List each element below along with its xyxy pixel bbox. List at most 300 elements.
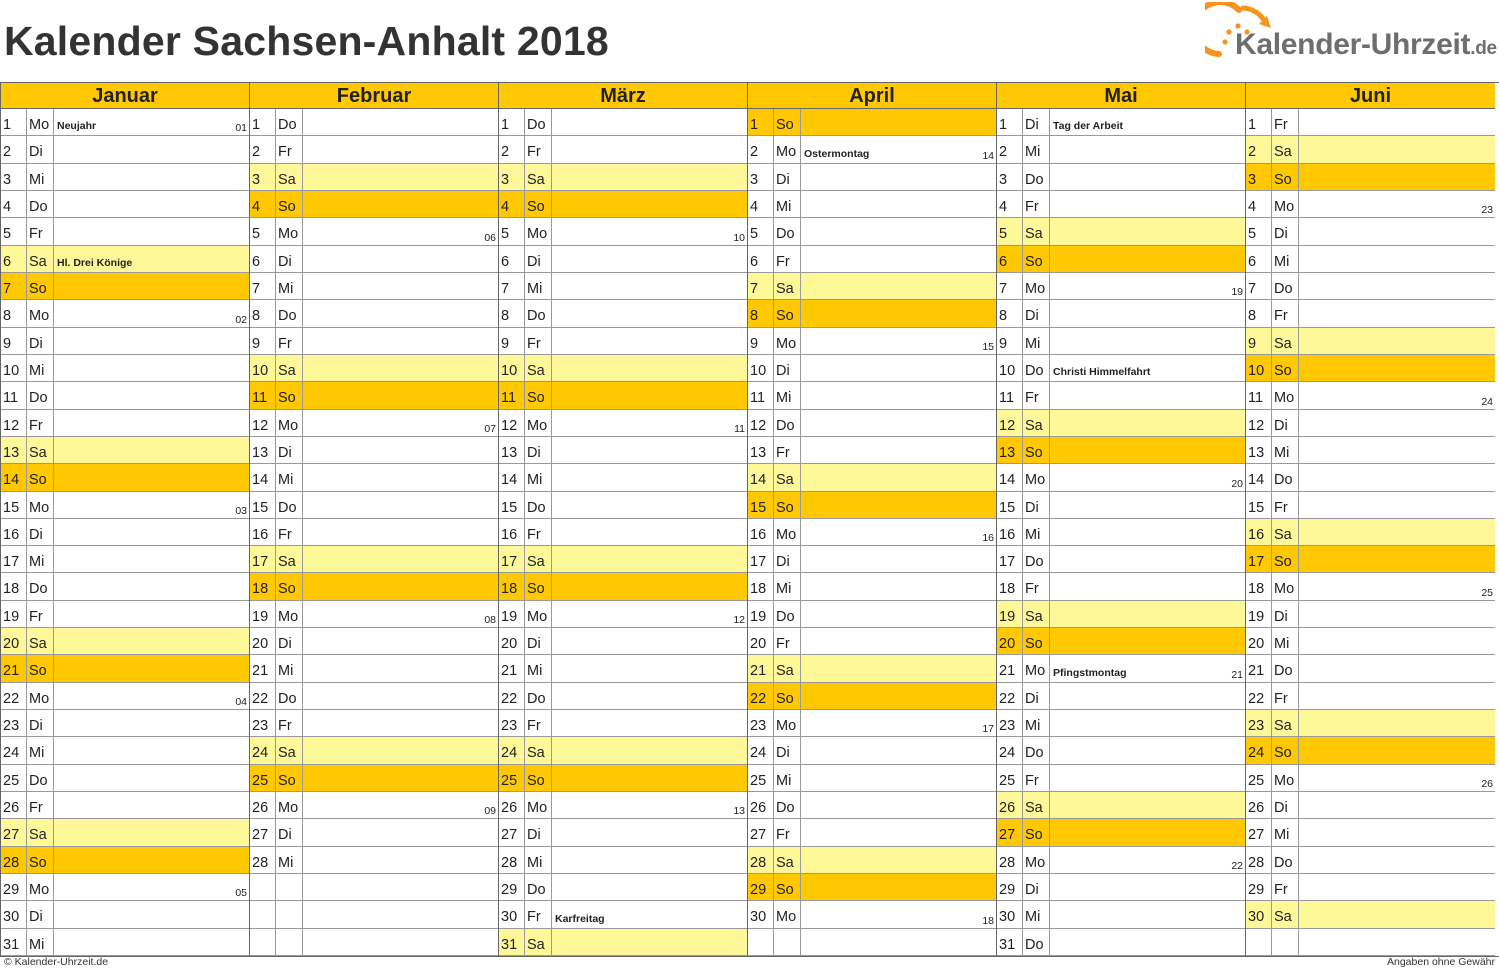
weekday: Fr — [1272, 683, 1299, 709]
day-row — [1, 328, 249, 355]
day-number: 5 — [1246, 218, 1272, 244]
weekday: Mi — [276, 273, 303, 299]
week-number: 05 — [235, 887, 247, 900]
weekday: Mi — [276, 464, 303, 490]
weekday: Do — [1272, 273, 1299, 299]
weekday: Mi — [774, 573, 801, 599]
day-row — [748, 164, 996, 191]
day-row — [1246, 164, 1495, 191]
weekday: Do — [525, 109, 552, 135]
week-number: 08 — [484, 614, 496, 627]
weekday: Mi — [774, 765, 801, 791]
day-number: 21 — [250, 655, 276, 681]
weekday: Mi — [276, 847, 303, 873]
day-number: 14 — [250, 464, 276, 490]
day-row — [748, 437, 996, 464]
day-row — [748, 492, 996, 519]
day-row — [997, 519, 1245, 546]
weekday: Di — [774, 355, 801, 381]
day-number: 15 — [748, 492, 774, 518]
weekday: So — [774, 109, 801, 135]
day-row — [499, 191, 747, 218]
day-number: 29 — [748, 874, 774, 900]
day-number: 29 — [1246, 874, 1272, 900]
day-number: 10 — [1, 355, 27, 381]
day-number: 6 — [250, 246, 276, 272]
day-row — [1, 109, 249, 136]
day-number: 9 — [997, 328, 1023, 354]
day-number: 15 — [1, 492, 27, 518]
weekday: Sa — [774, 273, 801, 299]
day-number: 7 — [997, 273, 1023, 299]
day-row — [997, 273, 1245, 300]
day-row — [748, 246, 996, 273]
weekday: Di — [774, 546, 801, 572]
weekday: Mo — [27, 874, 54, 900]
day-number: 3 — [748, 164, 774, 190]
day-number: 23 — [1246, 710, 1272, 736]
day-row — [997, 464, 1245, 491]
weekday: Fr — [774, 246, 801, 272]
day-row — [1, 601, 249, 628]
day-number: 20 — [1, 628, 27, 654]
day-number: 24 — [997, 737, 1023, 763]
day-number: 2 — [1246, 136, 1272, 162]
day-number: 19 — [1246, 601, 1272, 627]
day-row — [499, 355, 747, 382]
day-number: 1 — [499, 109, 525, 135]
day-number: 26 — [1246, 792, 1272, 818]
day-number: 29 — [499, 874, 525, 900]
day-row — [997, 300, 1245, 327]
day-row — [1, 765, 249, 792]
day-row — [250, 792, 498, 819]
day-row — [499, 519, 747, 546]
day-row — [1246, 328, 1495, 355]
day-row — [499, 410, 747, 437]
day-row — [250, 628, 498, 655]
day-number: 6 — [1246, 246, 1272, 272]
weekday: Di — [27, 901, 54, 927]
weekday: Mo — [276, 218, 303, 244]
day-number: 16 — [1, 519, 27, 545]
day-row — [997, 655, 1245, 682]
day-number: 27 — [997, 819, 1023, 845]
day-number: 28 — [748, 847, 774, 873]
day-number: 22 — [1, 683, 27, 709]
day-number: 23 — [997, 710, 1023, 736]
day-row — [748, 546, 996, 573]
weekday: So — [1272, 737, 1299, 763]
day-number: 15 — [250, 492, 276, 518]
weekday: Mi — [1023, 901, 1050, 927]
week-number: 10 — [733, 231, 745, 244]
day-row — [748, 464, 996, 491]
day-row — [997, 874, 1245, 901]
weekday: Do — [774, 792, 801, 818]
day-row — [1, 437, 249, 464]
day-number: 23 — [748, 710, 774, 736]
day-number: 22 — [1246, 683, 1272, 709]
weekday: Do — [276, 300, 303, 326]
day-row — [997, 218, 1245, 245]
weekday: Sa — [774, 655, 801, 681]
day-row — [997, 628, 1245, 655]
day-row — [1, 929, 249, 956]
day-row — [250, 710, 498, 737]
day-row — [1, 655, 249, 682]
weekday: Fr — [27, 601, 54, 627]
day-number: 10 — [1246, 355, 1272, 381]
month-column — [748, 109, 997, 956]
weekday: Fr — [525, 710, 552, 736]
weekday: So — [276, 765, 303, 791]
day-number: 19 — [250, 601, 276, 627]
day-row — [1, 874, 249, 901]
logo-tld-text: .de — [1470, 38, 1497, 59]
weekday: So — [1023, 246, 1050, 272]
weekday: Fr — [27, 410, 54, 436]
day-number: 28 — [250, 847, 276, 873]
day-row — [250, 273, 498, 300]
day-number: 12 — [499, 410, 525, 436]
weekday: So — [774, 300, 801, 326]
week-number: 19 — [1231, 286, 1243, 299]
day-row — [1246, 109, 1495, 136]
weekday: So — [27, 847, 54, 873]
day-row — [250, 246, 498, 273]
day-number: 12 — [250, 410, 276, 436]
day-number: 12 — [748, 410, 774, 436]
day-row — [1246, 218, 1495, 245]
weekday: So — [774, 492, 801, 518]
weekday: Sa — [525, 164, 552, 190]
day-row — [499, 218, 747, 245]
day-row — [997, 601, 1245, 628]
day-row — [499, 655, 747, 682]
day-number: 29 — [997, 874, 1023, 900]
logo-main-text: Kalender-Uhrzeit — [1235, 28, 1471, 61]
day-number: 17 — [1, 546, 27, 572]
week-number: 04 — [235, 696, 247, 709]
day-row — [499, 382, 747, 409]
weekday: Mi — [774, 191, 801, 217]
day-row — [1, 628, 249, 655]
day-number: 25 — [748, 765, 774, 791]
day-number: 27 — [748, 819, 774, 845]
weekday: Mi — [276, 655, 303, 681]
day-row — [1246, 847, 1495, 874]
day-row — [499, 683, 747, 710]
day-row — [748, 874, 996, 901]
weekday — [276, 929, 303, 955]
day-number: 11 — [997, 382, 1023, 408]
weekday: Mo — [1272, 573, 1299, 599]
weekday: Sa — [27, 437, 54, 463]
day-row — [250, 874, 498, 901]
day-number: 30 — [997, 901, 1023, 927]
day-row — [748, 628, 996, 655]
month-header: März — [499, 83, 748, 109]
day-number: 8 — [499, 300, 525, 326]
weekday: Do — [276, 109, 303, 135]
day-row — [748, 328, 996, 355]
day-row — [499, 573, 747, 600]
week-number: 07 — [484, 422, 496, 435]
month-column — [1246, 109, 1495, 956]
day-number: 20 — [997, 628, 1023, 654]
weekday: Do — [525, 874, 552, 900]
day-row — [250, 929, 498, 956]
weekday — [1272, 929, 1299, 955]
day-number: 5 — [250, 218, 276, 244]
day-number: 26 — [250, 792, 276, 818]
day-row — [748, 519, 996, 546]
day-number: 10 — [499, 355, 525, 381]
week-number: 13 — [733, 805, 745, 818]
day-row — [1, 246, 249, 273]
day-row — [1, 710, 249, 737]
day-number: 4 — [1, 191, 27, 217]
day-row — [748, 109, 996, 136]
day-row — [748, 273, 996, 300]
day-number — [250, 874, 276, 900]
weekday: Sa — [27, 246, 54, 272]
month-header: Juni — [1246, 83, 1495, 109]
weekday: Fr — [774, 628, 801, 654]
weekday: Mo — [525, 792, 552, 818]
footer-copyright: © Kalender-Uhrzeit.de — [4, 956, 109, 968]
day-number: 6 — [997, 246, 1023, 272]
day-number: 3 — [997, 164, 1023, 190]
day-number: 27 — [250, 819, 276, 845]
day-number — [748, 929, 774, 955]
day-number: 13 — [997, 437, 1023, 463]
weekday: Sa — [27, 628, 54, 654]
weekday: So — [27, 273, 54, 299]
day-row — [1, 519, 249, 546]
day-row — [1246, 519, 1495, 546]
day-number: 25 — [499, 765, 525, 791]
holiday-label: Neujahr — [57, 120, 97, 133]
day-row — [250, 519, 498, 546]
day-row — [499, 901, 747, 928]
day-number: 15 — [499, 492, 525, 518]
day-number — [250, 929, 276, 955]
day-number: 16 — [748, 519, 774, 545]
weekday: Di — [276, 628, 303, 654]
day-row — [499, 737, 747, 764]
day-row — [748, 191, 996, 218]
weekday — [276, 901, 303, 927]
weekday: So — [525, 573, 552, 599]
weekday: Mi — [27, 546, 54, 572]
day-row — [1, 683, 249, 710]
day-number — [250, 901, 276, 927]
weekday: Di — [1272, 792, 1299, 818]
weekday: Do — [27, 765, 54, 791]
day-number: 15 — [997, 492, 1023, 518]
day-number: 5 — [1, 218, 27, 244]
day-number: 9 — [499, 328, 525, 354]
day-row — [1, 546, 249, 573]
day-number: 20 — [499, 628, 525, 654]
day-number: 10 — [997, 355, 1023, 381]
month-header: April — [748, 83, 997, 109]
day-row — [748, 382, 996, 409]
weekday: Di — [1023, 874, 1050, 900]
day-number: 24 — [748, 737, 774, 763]
weekday: Mo — [1272, 765, 1299, 791]
day-row — [499, 628, 747, 655]
day-number: 25 — [997, 765, 1023, 791]
week-number: 03 — [235, 504, 247, 517]
day-number: 15 — [1246, 492, 1272, 518]
day-number: 10 — [748, 355, 774, 381]
day-row — [1246, 300, 1495, 327]
weekday: Mo — [525, 601, 552, 627]
day-number: 26 — [748, 792, 774, 818]
weekday: Mi — [1023, 519, 1050, 545]
weekday: So — [774, 683, 801, 709]
week-number: 01 — [235, 122, 247, 135]
day-row — [997, 901, 1245, 928]
day-row — [250, 218, 498, 245]
weekday: Di — [276, 819, 303, 845]
weekday: Sa — [1023, 601, 1050, 627]
day-number: 16 — [1246, 519, 1272, 545]
page-title: Kalender Sachsen-Anhalt 2018 — [4, 18, 609, 64]
weekday: So — [276, 191, 303, 217]
weekday: Di — [1272, 218, 1299, 244]
day-row — [997, 546, 1245, 573]
day-row — [499, 109, 747, 136]
day-row — [250, 437, 498, 464]
day-row — [250, 355, 498, 382]
day-row — [1246, 410, 1495, 437]
weekday: Mi — [1272, 628, 1299, 654]
day-number: 30 — [748, 901, 774, 927]
day-row — [250, 765, 498, 792]
day-row — [748, 683, 996, 710]
day-row — [1, 136, 249, 163]
weekday: Sa — [276, 164, 303, 190]
day-number: 26 — [499, 792, 525, 818]
day-number: 1 — [748, 109, 774, 135]
day-row — [1, 355, 249, 382]
month-column — [499, 109, 748, 956]
weekday: Mo — [276, 792, 303, 818]
day-row — [997, 710, 1245, 737]
week-number: 26 — [1481, 778, 1493, 791]
weekday: Do — [1023, 737, 1050, 763]
day-number: 4 — [997, 191, 1023, 217]
day-row — [499, 246, 747, 273]
day-number: 20 — [250, 628, 276, 654]
day-row — [1, 191, 249, 218]
day-row — [1246, 628, 1495, 655]
day-number: 7 — [499, 273, 525, 299]
weekday: Mo — [1023, 464, 1050, 490]
weekday: Fr — [27, 792, 54, 818]
day-number: 18 — [748, 573, 774, 599]
day-row — [1246, 819, 1495, 846]
day-number: 17 — [997, 546, 1023, 572]
day-row — [250, 191, 498, 218]
weekday: Mi — [525, 464, 552, 490]
day-row — [1, 819, 249, 846]
day-number: 16 — [499, 519, 525, 545]
weekday: Fr — [276, 710, 303, 736]
weekday: Fr — [27, 218, 54, 244]
day-number: 19 — [1, 601, 27, 627]
weekday: Sa — [1272, 901, 1299, 927]
day-number: 2 — [499, 136, 525, 162]
day-row — [1246, 464, 1495, 491]
day-row — [1246, 601, 1495, 628]
weekday: Di — [27, 136, 54, 162]
day-number: 17 — [250, 546, 276, 572]
weekday: Sa — [525, 546, 552, 572]
weekday: Fr — [774, 437, 801, 463]
site-logo[interactable] — [1205, 2, 1497, 72]
day-row — [1246, 136, 1495, 163]
weekday: Do — [1272, 847, 1299, 873]
weekday: Sa — [1272, 519, 1299, 545]
day-row — [997, 819, 1245, 846]
day-row — [1246, 382, 1495, 409]
weekday: Mi — [27, 355, 54, 381]
day-number: 13 — [250, 437, 276, 463]
day-row — [997, 765, 1245, 792]
day-row — [250, 136, 498, 163]
month-header-row — [0, 83, 1499, 109]
weekday: Mo — [27, 300, 54, 326]
weekday: Mi — [525, 273, 552, 299]
day-row — [748, 765, 996, 792]
day-row — [250, 109, 498, 136]
day-row — [1246, 573, 1495, 600]
day-row — [997, 492, 1245, 519]
weekday: So — [276, 573, 303, 599]
weekday: Mi — [1272, 437, 1299, 463]
weekday: Mo — [774, 328, 801, 354]
weekday: Mi — [1023, 328, 1050, 354]
day-number: 24 — [499, 737, 525, 763]
month-column — [997, 109, 1246, 956]
day-number: 6 — [499, 246, 525, 272]
day-number: 31 — [997, 929, 1023, 955]
weekday: Sa — [276, 737, 303, 763]
day-row — [748, 901, 996, 928]
weekday: Do — [525, 683, 552, 709]
week-number: 15 — [982, 340, 994, 353]
day-row — [1, 464, 249, 491]
day-row — [499, 492, 747, 519]
day-row — [1246, 737, 1495, 764]
day-number: 4 — [748, 191, 774, 217]
day-row — [1246, 683, 1495, 710]
day-number: 3 — [499, 164, 525, 190]
day-number: 25 — [1246, 765, 1272, 791]
weekday: Mi — [1023, 136, 1050, 162]
weekday: Do — [525, 300, 552, 326]
weekday: Di — [27, 519, 54, 545]
day-number: 8 — [250, 300, 276, 326]
day-row — [1, 792, 249, 819]
month-column — [0, 109, 250, 956]
day-number: 21 — [1, 655, 27, 681]
